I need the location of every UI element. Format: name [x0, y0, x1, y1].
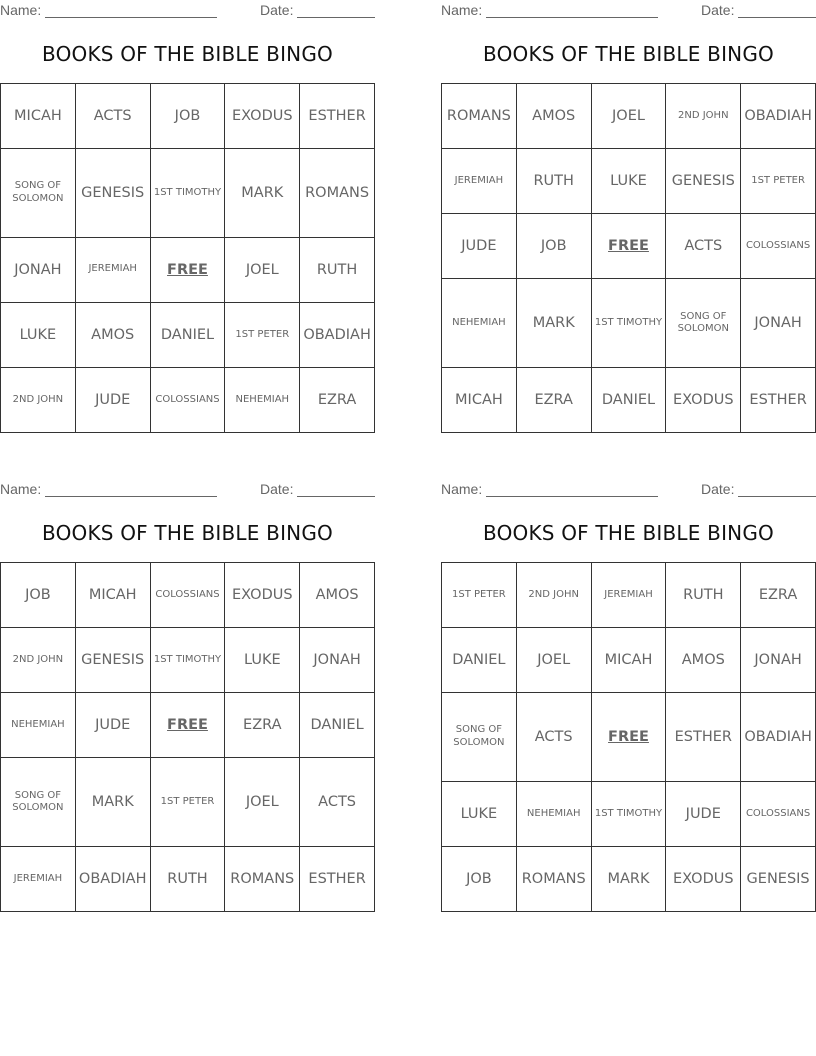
- bingo-row: [1, 84, 375, 149]
- bingo-cell: MARK: [225, 149, 300, 238]
- bingo-row: [442, 693, 816, 782]
- bingo-cell: RUTH: [516, 149, 591, 214]
- bingo-row: [442, 846, 816, 911]
- date-field-line[interactable]: [297, 17, 375, 18]
- bingo-cell: JOEL: [591, 84, 666, 149]
- bingo-cell: DANIEL: [300, 693, 375, 758]
- bingo-cell: MICAH: [442, 367, 517, 432]
- bingo-row: [1, 149, 375, 238]
- bingo-cell: SONG OF SOLOMON: [1, 149, 76, 238]
- name-date-row: [441, 2, 816, 20]
- bingo-cell: 1ST TIMOTHY: [150, 628, 225, 693]
- bingo-cell: NEHEMIAH: [442, 279, 517, 368]
- bingo-cell: SONG OF SOLOMON: [666, 279, 741, 368]
- bingo-cell: JOEL: [225, 758, 300, 847]
- bingo-cell: RUTH: [666, 563, 741, 628]
- name-field-line[interactable]: [486, 17, 658, 18]
- bingo-row: [442, 149, 816, 214]
- bingo-cell: ACTS: [666, 214, 741, 279]
- bingo-cell: LUKE: [225, 628, 300, 693]
- bingo-cell: JONAH: [1, 237, 76, 302]
- bingo-cell: AMOS: [75, 302, 150, 367]
- bingo-row: [1, 628, 375, 693]
- bingo-cell: OBADIAH: [75, 846, 150, 911]
- bingo-cell: SONG OF SOLOMON: [442, 693, 517, 782]
- bingo-cell: JONAH: [300, 628, 375, 693]
- date-field-line[interactable]: [738, 496, 816, 497]
- bingo-cell: NEHEMIAH: [516, 781, 591, 846]
- date-label: Date:: [701, 2, 735, 18]
- bingo-row: [1, 846, 375, 911]
- bingo-cell: LUKE: [1, 302, 76, 367]
- bingo-row: [442, 563, 816, 628]
- name-date-row: [0, 2, 375, 20]
- name-field-line[interactable]: [45, 17, 217, 18]
- bingo-row: [1, 237, 375, 302]
- bingo-cell: JOB: [1, 563, 76, 628]
- name-label: Name:: [0, 2, 42, 18]
- free-space: FREE: [150, 693, 225, 758]
- bingo-row: [1, 563, 375, 628]
- card-title: BOOKS OF THE BIBLE BINGO: [42, 521, 333, 545]
- bingo-cell: JOEL: [225, 237, 300, 302]
- date-field-line[interactable]: [738, 17, 816, 18]
- bingo-cell: EXODUS: [666, 367, 741, 432]
- bingo-cell: 2ND JOHN: [1, 367, 76, 432]
- bingo-cell: 2ND JOHN: [666, 84, 741, 149]
- bingo-grid: [441, 562, 816, 912]
- bingo-cell: 2ND JOHN: [1, 628, 76, 693]
- name-label: Name:: [441, 481, 483, 497]
- bingo-cell: ROMANS: [225, 846, 300, 911]
- bingo-grid: [0, 83, 375, 433]
- bingo-grid: [441, 83, 816, 433]
- bingo-cell: COLOSSIANS: [741, 781, 816, 846]
- bingo-cell: GENESIS: [75, 628, 150, 693]
- bingo-cell: JUDE: [75, 693, 150, 758]
- bingo-cell: AMOS: [666, 628, 741, 693]
- name-field-line[interactable]: [486, 496, 658, 497]
- free-space: FREE: [150, 237, 225, 302]
- bingo-cell: ACTS: [516, 693, 591, 782]
- bingo-cell: MARK: [591, 846, 666, 911]
- date-label: Date:: [701, 481, 735, 497]
- bingo-cell: ROMANS: [442, 84, 517, 149]
- bingo-cell: JUDE: [666, 781, 741, 846]
- bingo-cell: DANIEL: [150, 302, 225, 367]
- bingo-cell: EZRA: [516, 367, 591, 432]
- bingo-cell: EZRA: [225, 693, 300, 758]
- bingo-cell: JEREMIAH: [442, 149, 517, 214]
- bingo-cell: JEREMIAH: [1, 846, 76, 911]
- bingo-grid: [0, 562, 375, 912]
- card-title: BOOKS OF THE BIBLE BINGO: [42, 42, 333, 66]
- bingo-cell: JEREMIAH: [591, 563, 666, 628]
- bingo-cell: ESTHER: [666, 693, 741, 782]
- bingo-cell: ACTS: [75, 84, 150, 149]
- bingo-cell: JOB: [516, 214, 591, 279]
- bingo-cell: 1ST PETER: [225, 302, 300, 367]
- bingo-cell: DANIEL: [442, 628, 517, 693]
- bingo-cell: EZRA: [300, 367, 375, 432]
- free-space: FREE: [591, 214, 666, 279]
- bingo-row: [442, 214, 816, 279]
- bingo-cell: 1ST TIMOTHY: [591, 781, 666, 846]
- bingo-row: [442, 367, 816, 432]
- bingo-cell: 1ST PETER: [442, 563, 517, 628]
- bingo-row: [1, 693, 375, 758]
- bingo-cell: EXODUS: [225, 84, 300, 149]
- bingo-cell: GENESIS: [75, 149, 150, 238]
- date-label: Date:: [260, 2, 294, 18]
- bingo-cell: 1ST TIMOTHY: [591, 279, 666, 368]
- name-label: Name:: [0, 481, 42, 497]
- bingo-cell: EZRA: [741, 563, 816, 628]
- free-space: FREE: [591, 693, 666, 782]
- bingo-cell: MARK: [75, 758, 150, 847]
- bingo-cell: 1ST TIMOTHY: [150, 149, 225, 238]
- bingo-cell: ESTHER: [300, 84, 375, 149]
- bingo-row: [442, 781, 816, 846]
- bingo-cell: COLOSSIANS: [150, 367, 225, 432]
- name-date-row: [441, 481, 816, 499]
- bingo-row: [442, 628, 816, 693]
- bingo-cell: RUTH: [300, 237, 375, 302]
- bingo-cell: MICAH: [75, 563, 150, 628]
- bingo-cell: MICAH: [591, 628, 666, 693]
- bingo-cell: 1ST PETER: [150, 758, 225, 847]
- bingo-cell: NEHEMIAH: [1, 693, 76, 758]
- bingo-cell: JEREMIAH: [75, 237, 150, 302]
- bingo-cell: ROMANS: [516, 846, 591, 911]
- bingo-cell: ACTS: [300, 758, 375, 847]
- bingo-cell: GENESIS: [741, 846, 816, 911]
- bingo-cell: GENESIS: [666, 149, 741, 214]
- bingo-cell: ROMANS: [300, 149, 375, 238]
- bingo-cell: 2ND JOHN: [516, 563, 591, 628]
- bingo-cell: MICAH: [1, 84, 76, 149]
- bingo-cell: OBADIAH: [300, 302, 375, 367]
- bingo-cell: LUKE: [442, 781, 517, 846]
- date-label: Date:: [260, 481, 294, 497]
- bingo-row: [1, 758, 375, 847]
- date-field-line[interactable]: [297, 496, 375, 497]
- bingo-cell: COLOSSIANS: [741, 214, 816, 279]
- bingo-cell: NEHEMIAH: [225, 367, 300, 432]
- bingo-cell: JUDE: [75, 367, 150, 432]
- bingo-cell: 1ST PETER: [741, 149, 816, 214]
- bingo-row: [442, 84, 816, 149]
- bingo-cell: ESTHER: [300, 846, 375, 911]
- bingo-cell: AMOS: [516, 84, 591, 149]
- card-title: BOOKS OF THE BIBLE BINGO: [483, 42, 774, 66]
- bingo-cell: AMOS: [300, 563, 375, 628]
- bingo-cell: LUKE: [591, 149, 666, 214]
- bingo-cell: SONG OF SOLOMON: [1, 758, 76, 847]
- bingo-cell: JOEL: [516, 628, 591, 693]
- bingo-cell: OBADIAH: [741, 693, 816, 782]
- name-date-row: [0, 481, 375, 499]
- bingo-row: [1, 367, 375, 432]
- bingo-row: [442, 279, 816, 368]
- name-field-line[interactable]: [45, 496, 217, 497]
- bingo-cell: RUTH: [150, 846, 225, 911]
- bingo-cell: EXODUS: [666, 846, 741, 911]
- bingo-cell: EXODUS: [225, 563, 300, 628]
- bingo-cell: JONAH: [741, 628, 816, 693]
- bingo-cell: ESTHER: [741, 367, 816, 432]
- bingo-cell: COLOSSIANS: [150, 563, 225, 628]
- bingo-cell: JUDE: [442, 214, 517, 279]
- bingo-row: [1, 302, 375, 367]
- bingo-cell: OBADIAH: [741, 84, 816, 149]
- bingo-cell: DANIEL: [591, 367, 666, 432]
- bingo-cell: JOB: [150, 84, 225, 149]
- bingo-cell: JONAH: [741, 279, 816, 368]
- card-title: BOOKS OF THE BIBLE BINGO: [483, 521, 774, 545]
- bingo-cell: MARK: [516, 279, 591, 368]
- name-label: Name:: [441, 2, 483, 18]
- bingo-cell: JOB: [442, 846, 517, 911]
